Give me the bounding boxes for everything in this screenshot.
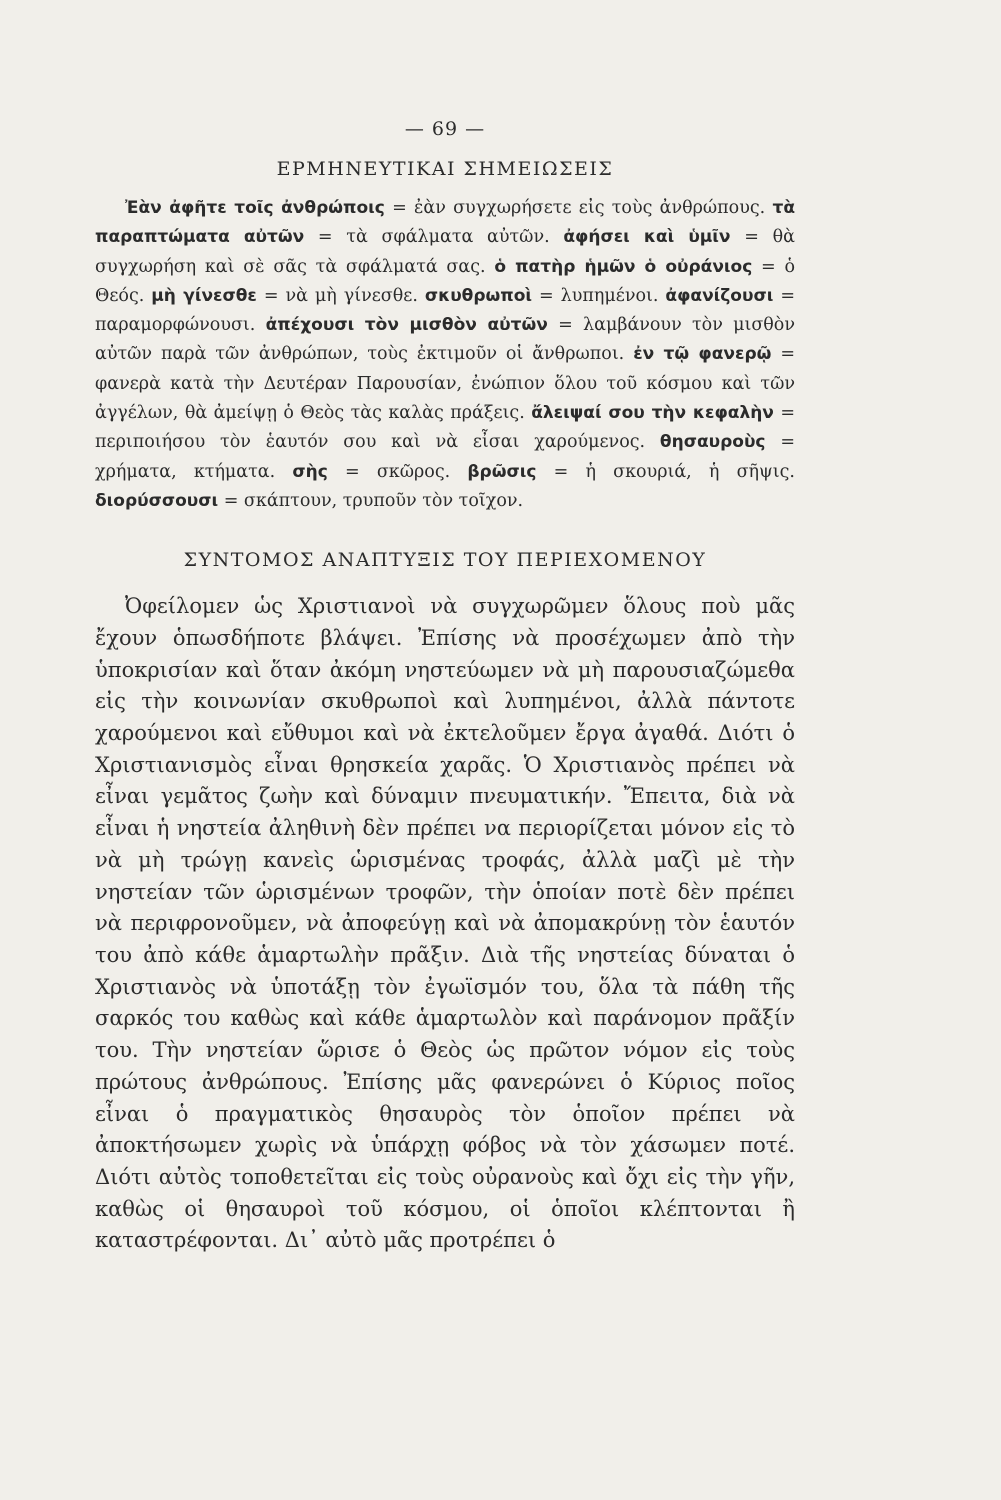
note-definition: = ἡ σκουριά, ἡ σῆψις. [536,461,795,482]
note-term: ἐν τῷ φανερῷ [633,344,772,365]
note-definition: = θὰ συγχωρήση καὶ σὲ σᾶς τὰ σφάλματά σας. [95,227,795,277]
note-term: μὴ γίνεσθε [151,285,257,306]
book-page [95,118,795,1257]
note-definition: = παραμορφώνουσι. [95,285,795,336]
note-definition: = λυπημένοι. [532,285,666,306]
note-definition: = σκῶρος. [327,461,468,482]
note-term: διορύσσουσι [95,490,219,511]
note-term: βρῶσις [467,461,537,482]
note-term: Ἐὰν ἀφῆτε τοῖς ἀνθρώποις [125,198,385,218]
note-definition: = νὰ μὴ γίνεσθε. [256,285,425,306]
note-definition: = λαμβάνουν τὸν μισθὸν αὐτῶν παρὰ τῶν ἀνθρώπων, τοὺς ἐκτιμοῦν οἱ ἄνθρωποι. [95,315,795,365]
note-term: ἄλειψαί σου τὴν κεφαλὴν [531,403,774,424]
note-term: σὴς [292,461,328,482]
note-term: σκυθρωποὶ [424,285,533,306]
note-definition: = ὁ Θεός. [95,256,795,306]
note-term: ἀφήσει καὶ ὑμῖν [563,227,731,248]
note-term: θησαυροὺς [659,432,766,453]
page-number: — 69 — [404,118,486,140]
explanatory-notes [95,194,795,516]
summary-paragraph: Ὀφείλομεν ὡς Χριστιανοὶ νὰ συγχωρῶμεν ὅλους ποὺ μᾶς ἔχουν ὁπωσδήποτε βλάψει. Ἐπίσης νὰ προσέχωμεν ἀπὸ τὴν ὑποκρισίαν καὶ ὅταν ἀκόμη νηστεύωμεν νὰ μὴ παρουσιαζώμεθα εἰς τὴν κοινωνίαν σκυθρωποὶ καὶ λυπημένοι, ἀλλὰ πάντοτε χαρούμενοι καὶ εὔθυμοι καὶ νὰ ἐκτελοῦμεν ἔργα ἀγαθά. Διότι ὁ Χριστιανισμὸς εἶναι θρησκεία χαρᾶς. Ὁ Χριστιανὸς πρέπει νὰ εἶναι γεμᾶτος ζωὴν καὶ δύναμιν πνευματικήν. Ἔπειτα, διὰ νὰ εἶναι ἡ νηστεία ἀληθινὴ δὲν πρέπει να περιορίζεται μόνον εἰς τὸ νὰ μὴ τρώγῃ κανεὶς ὡρισμένας τροφάς, ἀλλὰ μαζὶ μὲ τὴν νηστείαν τῶν ὡρισμένων τροφῶν, τὴν ὁποίαν ποτὲ δὲν πρέπει νὰ περιφρονοῦμεν, νὰ ἀποφεύγῃ καὶ νὰ ἀπομακρύνῃ τὸν ἑαυτόν του ἀπὸ κάθε ἁμαρτωλὴν πρᾶξιν. Διὰ τῆς νηστείας δύναται ὁ Χριστιανὸς νὰ ὑποτάξῃ τὸν ἐγωϊσμόν του, ὅλα τὰ πάθη τῆς σαρκός του καθὼς καὶ κάθε ἁμαρτωλὸν καὶ παράνομον πρᾶξίν του. Τὴν νηστείαν ὥρισε ὁ Θεὸς ὡς πρῶτον νόμον εἰς τοὺς πρώτους ἀνθρώπους. Ἐπίσης μᾶς φανερώνει ὁ Κύριος ποῖος εἶναι ὁ πραγματικὸς θησαυρὸς τὸν ὁποῖον πρέπει νὰ ἀποκτήσωμεν χωρὶς νὰ ὑπάρχῃ φόβος νὰ τὸν χάσωμεν ποτέ. Διότι αὐτὸς τοποθετεῖται εἰς τοὺς οὐρανοὺς καὶ ὄχι εἰς τὴν γῆν, καθὼς οἱ θησαυροὶ τοῦ κόσμου, οἱ ὁποῖοι κλέπτονται ἢ καταστρέφονται. Δι᾽ αὐτὸ μᾶς προτρέπει ὁ [95,594,795,1253]
note-definition: = ἐὰν συγχωρήσετε εἰς τοὺς ἀνθρώπους. [384,198,773,218]
note-term: τὰ παραπτώματα αὐτῶν [95,198,795,248]
note-definition: = περιποιήσου τὸν ἑαυτόν σου καὶ νὰ εἶσαι χαρούμενος. [95,403,796,453]
section-heading-notes: ΕΡΜΗΝΕΥΤΙΚΑΙ ΣΗΜΕΙΩΣΕΙΣ [276,158,614,180]
note-term: ὁ πατὴρ ἡμῶν ὁ οὐράνιος [494,256,753,277]
section-heading-summary: ΣΥΝΤΟΜΟΣ ΑΝΑΠΤΥΞΙΣ ΤΟΥ ΠΕΡΙΕΧΟΜΕΝΟΥ [183,549,707,572]
note-term: ἀπέχουσι τὸν μισθὸν αὐτῶν [265,315,548,336]
note-definition: = τὰ σφάλματα αὐτῶν. [304,227,564,248]
note-definition: = σκάπτουν, τρυποῦν τὸν τοῖχον. [218,490,524,511]
note-term: ἀφανίζουσι [665,285,774,306]
note-definition: = φανερὰ κατὰ τὴν Δευτέραν Παρουσίαν, ἐνώπιον ὅλου τοῦ κόσμου καὶ τῶν ἀγγέλων, θὰ ἀμείψῃ ὁ Θεὸς τὰς καλὰς πράξεις. [95,344,796,424]
note-definition: = χρήματα, κτήματα. [95,432,795,482]
